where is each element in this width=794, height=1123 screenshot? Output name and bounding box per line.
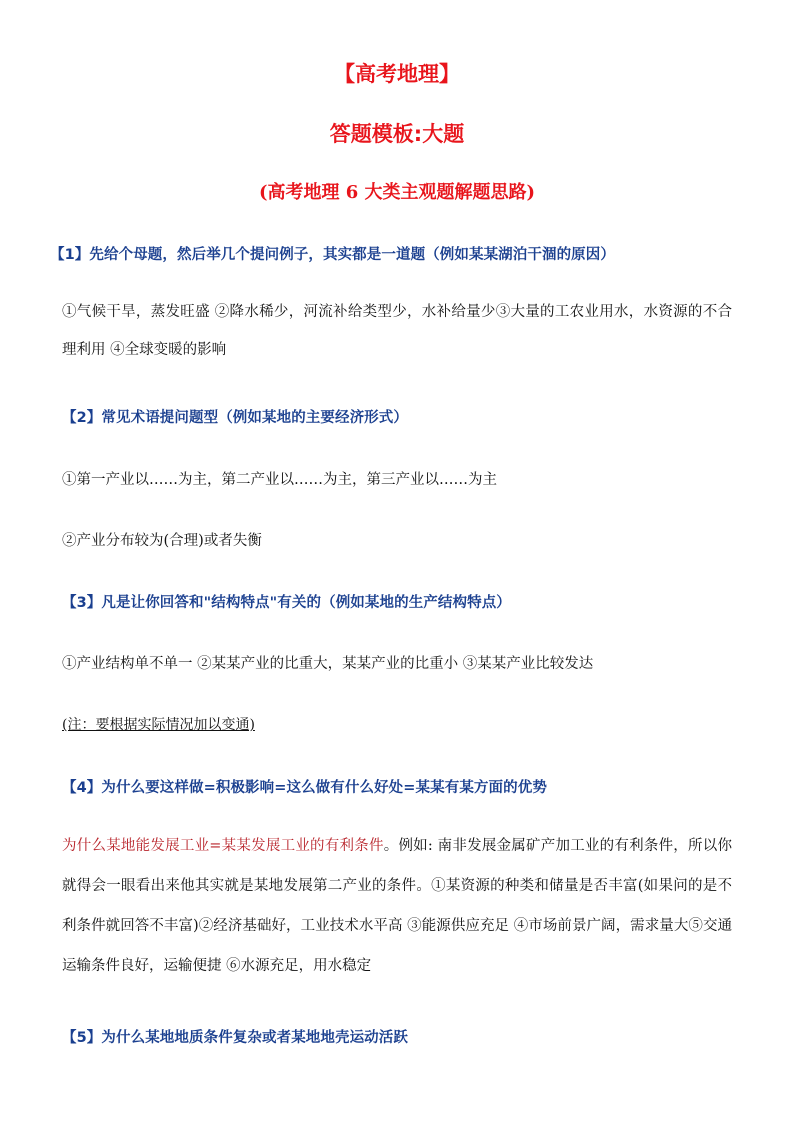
- section-1-heading: 【1】先给个母题，然后举几个提问例子，其实都是一道题（例如某某湖泊干涸的原因）: [50, 247, 615, 263]
- document-subtitle-paren: (高考地理 6 大类主观题解题思路): [258, 182, 536, 203]
- section-3-line-1: ①产业结构单不单一 ②某某产业的比重大，某某产业的比重小 ③某某产业比较发达: [62, 656, 594, 672]
- section-3-heading: 【3】凡是让你回答和"结构特点"有关的（例如某地的生产结构特点）: [62, 595, 511, 611]
- section-4-lead: 为什么某地能发展工业=某某发展工业的有利条件: [62, 838, 384, 854]
- section-4-body: [62, 826, 732, 986]
- section-5-heading: 【5】为什么某地地质条件复杂或者某地地壳运动活跃: [62, 1030, 408, 1046]
- document-title: 【高考地理】: [334, 62, 460, 86]
- section-2-line-2: ②产业分布较为(合理)或者失衡: [62, 533, 262, 549]
- document-subtitle: 答题模板:大题: [329, 122, 465, 146]
- section-2-line-1: ①第一产业以……为主，第二产业以……为主，第三产业以……为主: [62, 472, 497, 488]
- section-2-heading: 【2】常见术语提问题型（例如某地的主要经济形式）: [62, 410, 408, 426]
- section-4-body-text: 。例如: 南非发展金属矿产加工业的有利条件，所以你就得会一眼看出来他其实就是某地发展第二产业的条件。①某资源的种类和储量是否丰富(如果问的是不利条件就回答不丰富)②经济基础好，工业技术水平高 ③能源供应充足 ④市场前景广阔，需求量大⑤交通运输条件良好，运输便捷 ⑥水源充足，用水稳定: [62, 838, 732, 974]
- section-3-note: (注：要根据实际情况加以变通): [62, 717, 255, 733]
- section-1-body: ①气候干旱，蒸发旺盛 ②降水稀少，河流补给类型少，水补给量少③大量的工农业用水，水资源的不合理利用 ④全球变暖的影响: [62, 304, 732, 358]
- section-4-heading: 【4】为什么要这样做=积极影响=这么做有什么好处=某某有某方面的优势: [62, 780, 547, 796]
